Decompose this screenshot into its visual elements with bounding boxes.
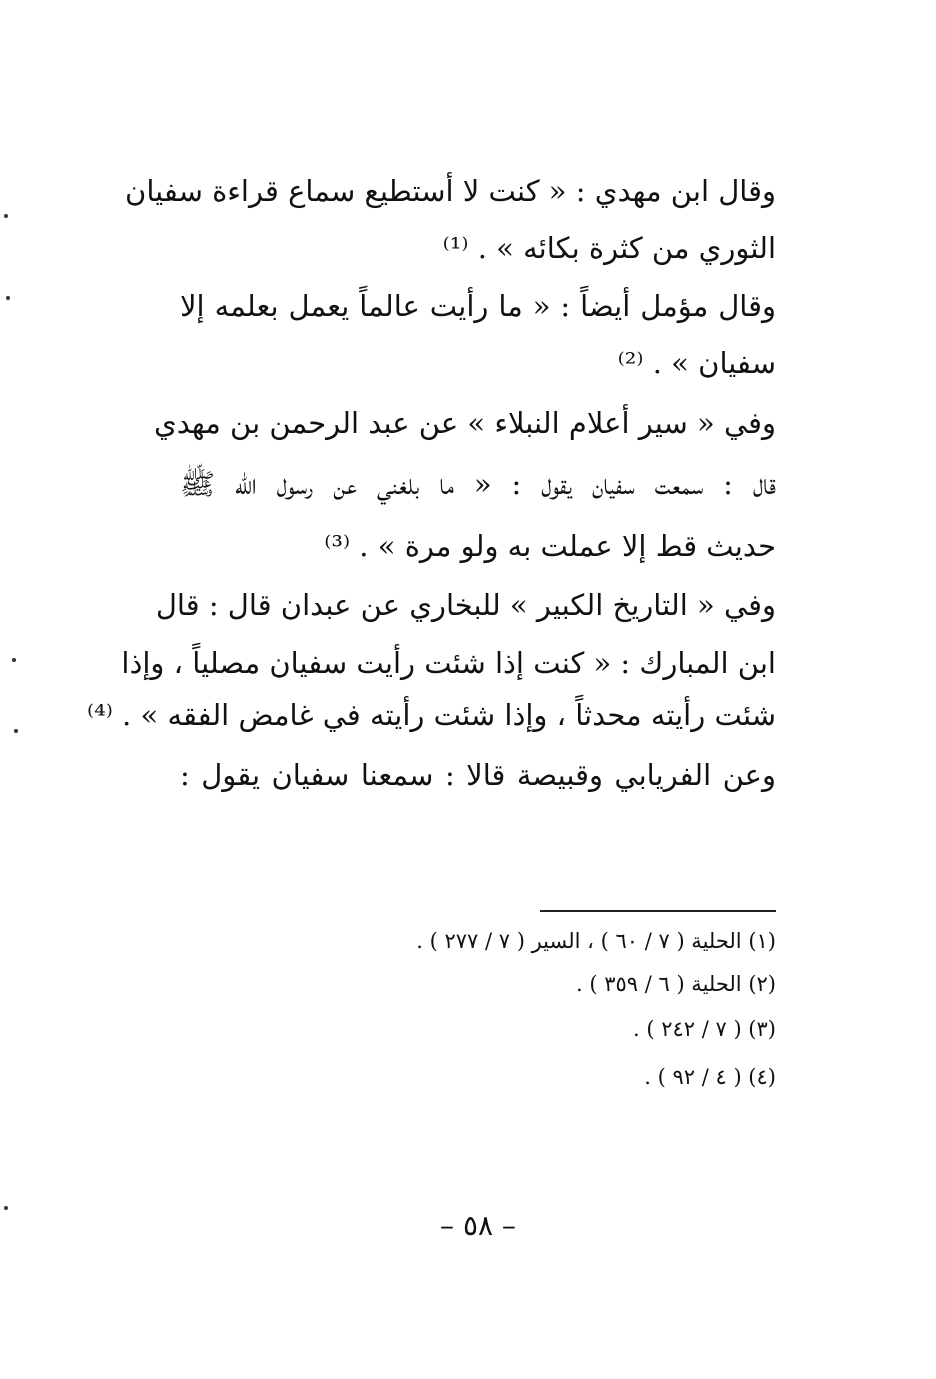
body-line-7: حديث قط إلا عملت به ولو مرة » . ⁽³⁾ [324, 529, 776, 563]
body-line-3: وقال مؤمل أيضاً : « ما رأيت عالماً يعمل بعلمه إلا [180, 289, 776, 323]
body-line-1: وقال ابن مهدي : « كنت لا أستطيع سماع قراءة سفيان [125, 174, 776, 208]
body-line-10: شئت رأيته محدثاً ، وإذا شئت رأيته في غامض الفقه » . ⁽⁴⁾ [86, 698, 776, 732]
scan-speck [4, 214, 8, 218]
body-line-11: وعن الفريابي وقبيصة قالا : سمعنا سفيان يقول : [180, 758, 776, 792]
footnote-3: (٣) ( ٧ / ٢٤٢ ) . [632, 1017, 776, 1041]
page-number: – ٥٨ – [440, 1209, 516, 1242]
scan-speck [14, 729, 18, 733]
footnote-4: (٤) ( ٤ / ٩٢ ) . [644, 1065, 776, 1089]
body-line-2: الثوري من كثرة بكائه » . ⁽¹⁾ [442, 231, 776, 265]
body-line-6: قال : سمعت سفيان يقول : « ما بلغني عن رسول الله ﷺ [180, 467, 776, 501]
scan-speck [12, 658, 16, 662]
scan-speck [6, 296, 10, 300]
body-line-8: وفي « التاريخ الكبير » للبخاري عن عبدان قال : قال [155, 588, 776, 622]
body-line-4: سفيان » . ⁽²⁾ [617, 346, 776, 380]
footnote-1: (١) الحلية ( ٧ / ٦٠ ) ، السير ( ٧ / ٢٧٧ ) . [416, 929, 776, 953]
footnote-separator [540, 910, 776, 912]
body-line-9: ابن المبارك : « كنت إذا شئت رأيت سفيان مصلياً ، وإذا [121, 646, 776, 680]
body-line-5: وفي « سير أعلام النبلاء » عن عبد الرحمن بن مهدي [154, 406, 776, 440]
footnote-2: (٢) الحلية ( ٦ / ٣٥٩ ) . [575, 972, 776, 996]
scan-speck [4, 1206, 8, 1210]
